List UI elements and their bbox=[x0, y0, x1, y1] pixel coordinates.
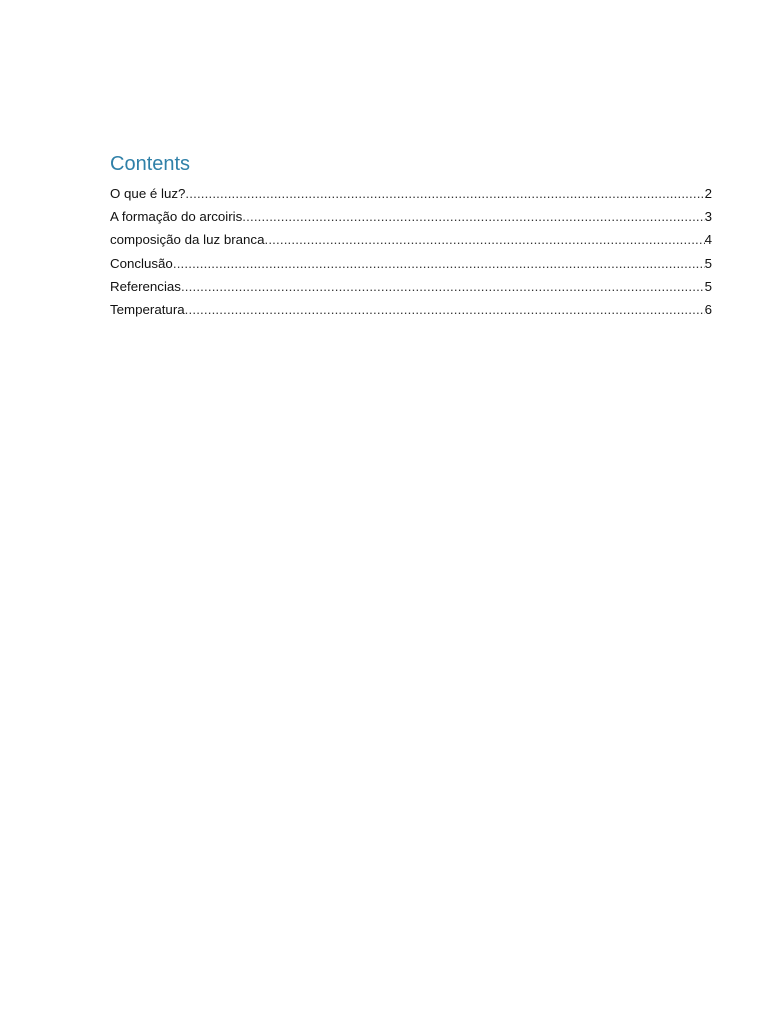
toc-entry-page: 6 bbox=[704, 301, 712, 317]
toc-dot-leader bbox=[242, 206, 704, 227]
toc-dot-leader bbox=[185, 183, 704, 204]
toc-dot-leader bbox=[173, 253, 705, 274]
toc-entry-title: Conclusão bbox=[110, 255, 173, 271]
toc-entry-page: 2 bbox=[704, 186, 712, 201]
toc-entry[interactable] bbox=[110, 229, 712, 252]
toc-entry-page: 4 bbox=[704, 232, 712, 248]
toc-dot-leader bbox=[264, 229, 704, 250]
toc-entry[interactable] bbox=[110, 206, 712, 229]
toc-entry-title: O que é luz? bbox=[110, 186, 186, 201]
toc-entry-title: Referencias bbox=[110, 278, 181, 294]
toc-heading: Contents bbox=[110, 153, 191, 175]
toc-dot-leader bbox=[185, 299, 705, 320]
toc-entry[interactable] bbox=[110, 299, 712, 322]
toc-entry-page: 5 bbox=[704, 255, 712, 271]
toc-entry-page: 3 bbox=[704, 209, 712, 225]
toc-entry[interactable] bbox=[110, 183, 712, 206]
toc-entry-title: composição da luz branca bbox=[110, 232, 265, 248]
toc-entry[interactable] bbox=[110, 276, 712, 299]
toc-dot-leader bbox=[181, 276, 705, 297]
toc-entry-title: A formação do arcoiris bbox=[110, 209, 243, 225]
toc-entry-title: Temperatura bbox=[110, 301, 185, 317]
toc-list bbox=[110, 183, 712, 322]
toc-entry-page: 5 bbox=[704, 278, 712, 294]
toc-entry[interactable] bbox=[110, 253, 712, 276]
